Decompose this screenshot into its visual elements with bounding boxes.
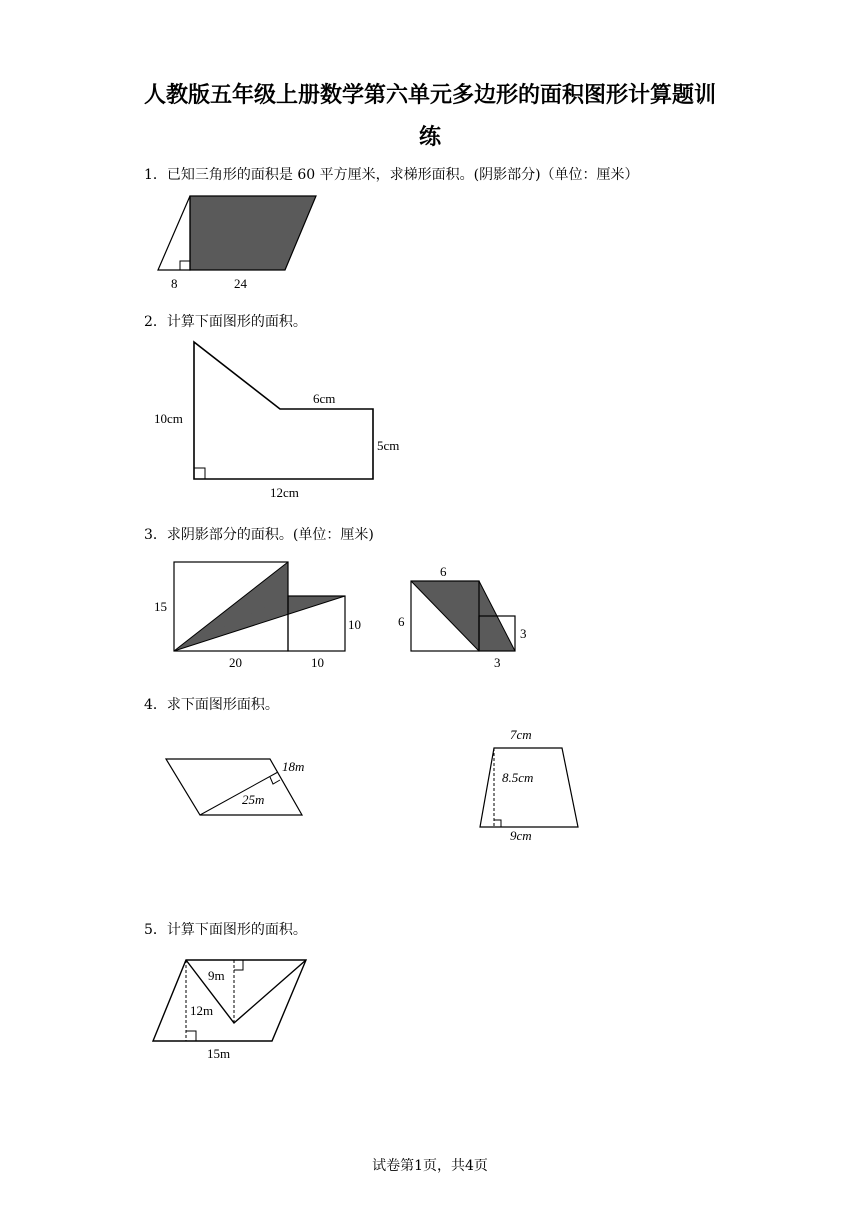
q3b-label-3-bottom: 3 <box>494 655 501 670</box>
q4a-label-18m: 18m <box>282 759 305 774</box>
question-2-text: 2．计算下面图形的面积。 <box>144 314 307 330</box>
q1-label-24: 24 <box>234 276 247 291</box>
q2-label-12cm: 12cm <box>270 485 299 500</box>
q2-label-6cm: 6cm <box>313 391 336 406</box>
q1-label-8: 8 <box>171 276 178 291</box>
page-title-line1: 人教版五年级上册数学第六单元多边形的面积图形计算题训 <box>143 83 716 108</box>
q5-label-15m: 15m <box>207 1046 231 1061</box>
q4a-label-25m: 25m <box>242 792 265 807</box>
question-5-text: 5．计算下面图形的面积。 <box>144 922 307 938</box>
q5-parallelogram <box>153 960 306 1041</box>
question-3-text: 3．求阴影部分的面积。(单位：厘米) <box>144 527 374 543</box>
q3b-label-3-side: 3 <box>520 626 527 641</box>
q4b-label-8-5cm: 8.5cm <box>502 770 534 785</box>
q3b-label-6-top: 6 <box>440 564 447 579</box>
q5-right-angle-mark-bottom <box>186 1031 196 1041</box>
q3a-label-20: 20 <box>229 655 242 670</box>
q4b-label-9cm: 9cm <box>510 828 532 843</box>
q2-label-5cm: 5cm <box>377 438 400 453</box>
question-4-text: 4．求下面图形面积。 <box>144 697 279 713</box>
q5-label-9m: 9m <box>208 968 225 983</box>
q4b-label-7cm: 7cm <box>510 727 532 742</box>
q2-label-10cm: 10cm <box>154 411 183 426</box>
q5-label-12m: 12m <box>190 1003 214 1018</box>
question-1-text: 1．已知三角形的面积是 60 平方厘米，求梯形面积。(阴影部分)（单位：厘米） <box>144 167 639 183</box>
q3b-label-6-left: 6 <box>398 614 405 629</box>
page-title-line2: 练 <box>418 125 441 150</box>
q3a-label-10-side: 10 <box>348 617 361 632</box>
q5-right-angle-mark-top <box>234 960 243 970</box>
page-footer: 试卷第1页，共4页 <box>372 1158 488 1174</box>
q3a-label-10-bottom: 10 <box>311 655 324 670</box>
q3a-label-15: 15 <box>154 599 167 614</box>
